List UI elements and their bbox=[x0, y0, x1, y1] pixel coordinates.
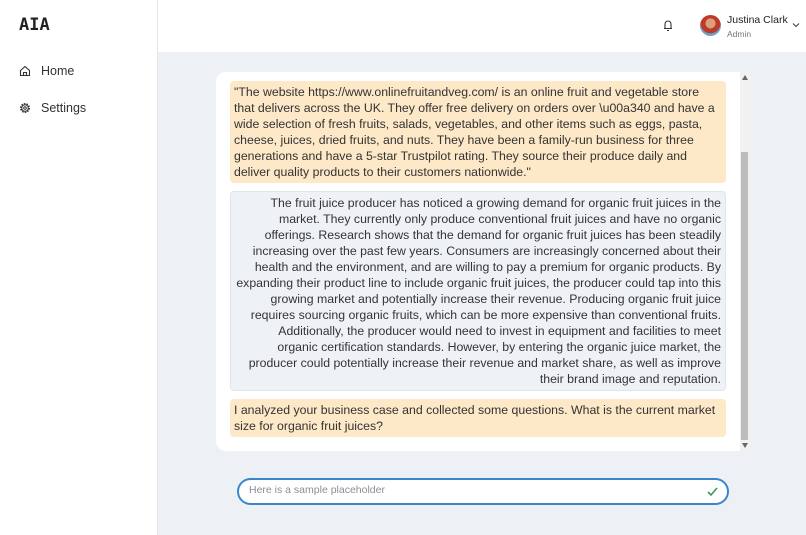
home-icon bbox=[19, 65, 31, 77]
chat-scrollbar[interactable] bbox=[740, 72, 750, 451]
message-input-box[interactable] bbox=[237, 478, 729, 505]
scrollbar-thumb[interactable] bbox=[741, 152, 748, 440]
gear-icon bbox=[19, 102, 31, 114]
user-role: Admin bbox=[727, 29, 752, 39]
chat-panel bbox=[216, 72, 750, 451]
chat-message-user: "The website https://www.onlinefruitandveg.com/ is an online fruit and vegetable store that delivers across the UK. They offer free delivery on orders over \u00a340 and have a wide selection of fresh fruits, salads, vegetables, and other items such as eggs, pasta, cheese, juices, dried fruits, and nuts. They have been a family-run business for three generations and have a 5-star Trustpilot rating. They source their produce daily and deliver quality products to their customers nationwide." bbox=[230, 81, 726, 183]
sidebar-item-label: Settings bbox=[41, 101, 87, 115]
chat-message-user: I analyzed your business case and collected some questions. What is the current market size for organic fruit juices? bbox=[230, 399, 726, 437]
sidebar-item-home[interactable] bbox=[19, 64, 74, 78]
app-logo: AIA bbox=[19, 15, 50, 35]
check-icon[interactable] bbox=[706, 485, 719, 498]
main-area bbox=[158, 0, 806, 535]
user-name[interactable]: Justina Clark bbox=[727, 14, 788, 26]
scroll-up-arrow[interactable] bbox=[742, 75, 748, 80]
sidebar-item-settings[interactable] bbox=[19, 101, 86, 115]
sidebar-item-label: Home bbox=[41, 64, 75, 78]
chat-message-assistant: The fruit juice producer has noticed a growing demand for organic fruit juices in the market. They currently only produce conventional fruit juices and have no organic offerings. Research shows that the demand for organic fruit juices has been steadily increasing over the past few years. Consumers are increasingly concerned about their health and the environment, and are willing to pay a premium for organic products. By expanding their product line to include organic fruit juices, the producer could tap into this growing market and potentially increase their revenue. Producing organic fruit juice requires sourcing organic fruits, which can be more expensive than conventional fruits. Additionally, the producer would need to invest in equipment and facilities to meet organic certification standards. However, by entering the organic juice market, the producer could potentially increase their revenue and market share, as well as improve their brand image and reputation. bbox=[230, 191, 726, 391]
message-input[interactable] bbox=[249, 484, 689, 496]
sidebar bbox=[0, 0, 158, 535]
scroll-down-arrow[interactable] bbox=[742, 443, 748, 448]
